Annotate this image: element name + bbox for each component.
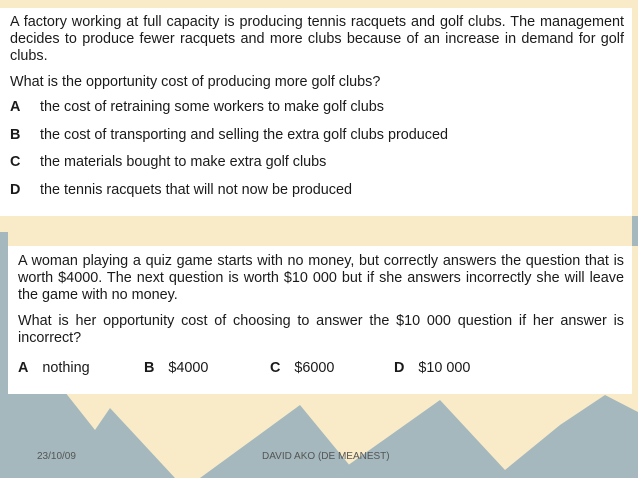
option-a: [18, 360, 144, 376]
option-d: [10, 182, 624, 210]
question-1-stem: A factory working at full capacity is producing tennis racquets and golf clubs. The management decides to produce fewer racquets and more clubs because of an increase in demand for golf clubs.: [10, 14, 624, 64]
option-a: [10, 99, 624, 127]
option-letter: A: [18, 360, 29, 376]
option-letter: C: [270, 360, 281, 376]
option-b: [10, 127, 624, 155]
option-text: nothing: [42, 360, 90, 376]
question-2-options: [18, 360, 624, 376]
option-c: [270, 360, 394, 376]
option-text: $6000: [294, 360, 335, 376]
option-c: [10, 154, 624, 182]
option-text: the tennis racquets that will not now be produced: [40, 181, 352, 198]
question-1-text: What is the opportunity cost of producing more golf clubs?: [10, 74, 381, 90]
question-1-panel: [0, 8, 632, 216]
option-b: [144, 360, 270, 376]
option-letter: C: [10, 154, 21, 170]
option-text: the cost of transporting and selling the extra golf clubs produced: [40, 126, 448, 143]
footer-author: DAVID AKO (DE MEANEST): [262, 451, 390, 462]
option-text: the materials bought to make extra golf clubs: [40, 154, 327, 170]
option-text: $4000: [168, 360, 209, 376]
option-letter: D: [10, 181, 21, 198]
footer-date: 23/10/09: [37, 451, 76, 462]
question-2-text: What is her opportunity cost of choosing to answer the $10 000 question if her answer is incorrect?: [18, 313, 624, 346]
question-2-panel: [8, 246, 632, 394]
question-2-stem: A woman playing a quiz game starts with no money, but correctly answers the question that is worth $4000. The next question is worth $10 000 but if she answers incorrectly she will leave the game with no money.: [18, 253, 624, 303]
option-letter: D: [394, 360, 405, 376]
option-text: $10 000: [418, 360, 471, 376]
option-d: [394, 360, 470, 376]
option-text: the cost of retraining some workers to make golf clubs: [40, 99, 384, 115]
option-letter: B: [144, 360, 155, 376]
option-letter: B: [10, 126, 21, 143]
question-1-options: [10, 99, 624, 209]
option-letter: A: [10, 99, 21, 115]
